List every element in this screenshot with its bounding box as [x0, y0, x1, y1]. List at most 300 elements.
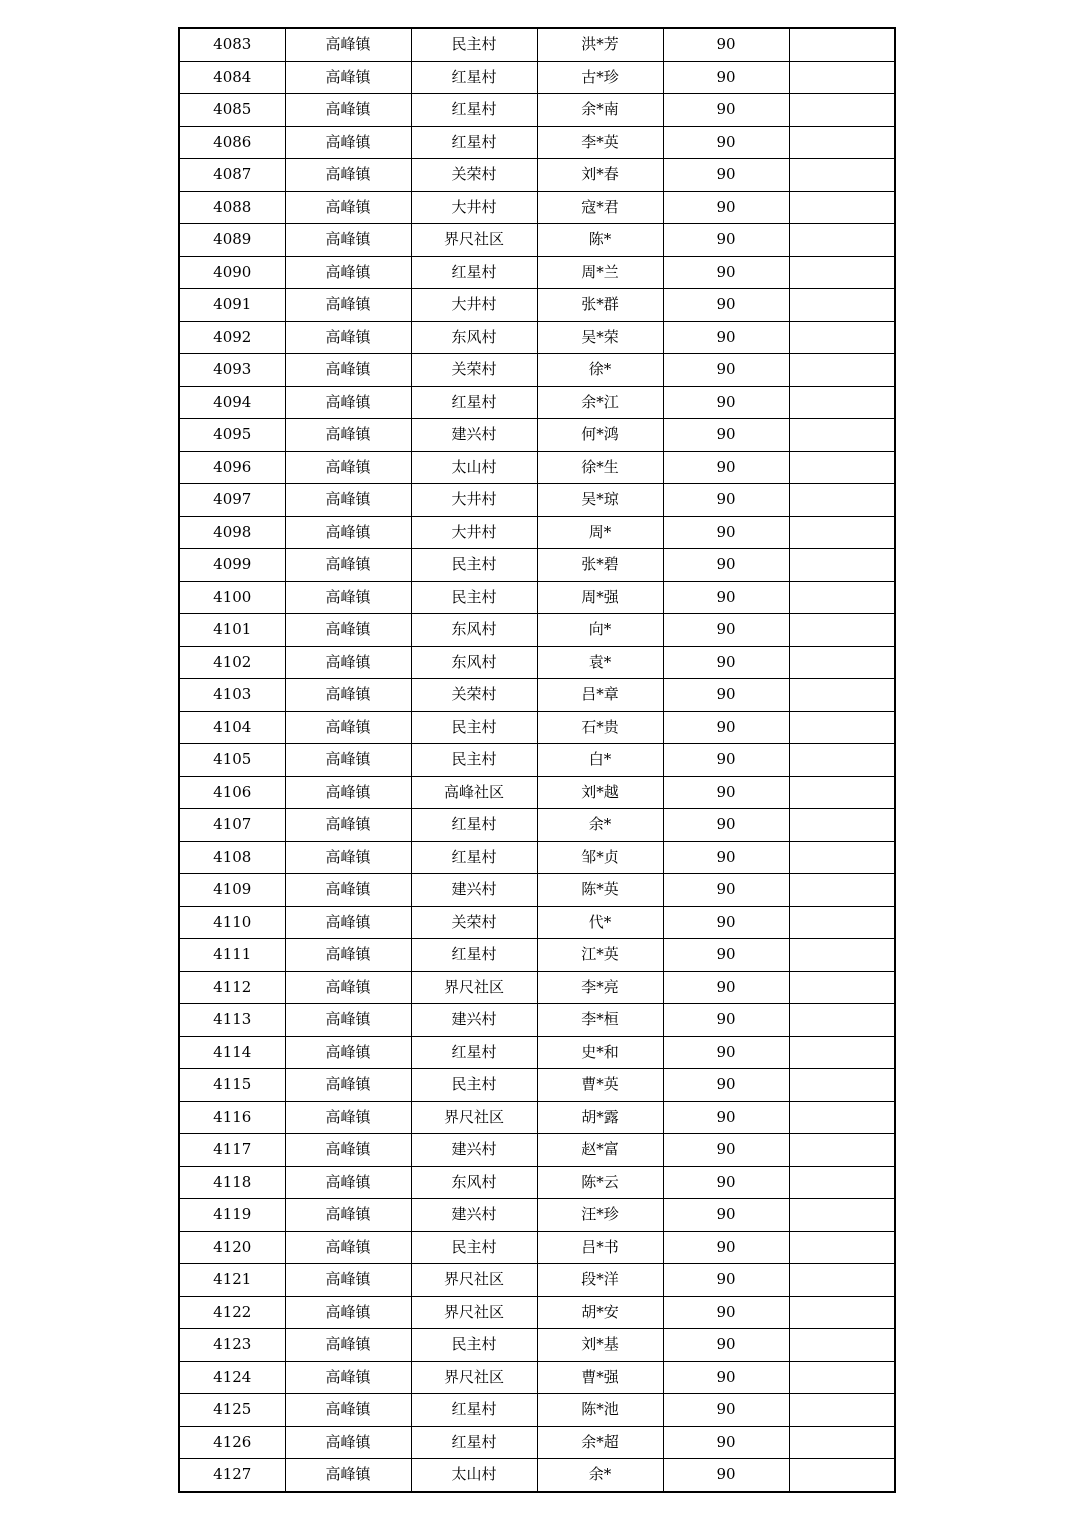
- table-row: [179, 1361, 895, 1394]
- name-cell: 余*南: [537, 94, 663, 127]
- table-row: [179, 126, 895, 159]
- table-row: [179, 776, 895, 809]
- village-cell: 东风村: [411, 321, 537, 354]
- amount-cell: 90: [663, 1166, 789, 1199]
- name-cell: 石*贵: [537, 711, 663, 744]
- note-cell: [789, 1134, 895, 1167]
- serial-number-cell: 4085: [179, 94, 285, 127]
- town-cell: 高峰镇: [285, 1426, 411, 1459]
- village-cell: 红星村: [411, 939, 537, 972]
- town-cell: 高峰镇: [285, 939, 411, 972]
- table-row: [179, 809, 895, 842]
- note-cell: [789, 711, 895, 744]
- name-cell: 刘*越: [537, 776, 663, 809]
- name-cell: 吕*章: [537, 679, 663, 712]
- serial-number-cell: 4113: [179, 1004, 285, 1037]
- serial-number-cell: 4094: [179, 386, 285, 419]
- table-row: [179, 1199, 895, 1232]
- town-cell: 高峰镇: [285, 419, 411, 452]
- note-cell: [789, 549, 895, 582]
- town-cell: 高峰镇: [285, 1329, 411, 1362]
- roster-table: [178, 27, 896, 1493]
- serial-number-cell: 4086: [179, 126, 285, 159]
- town-cell: 高峰镇: [285, 516, 411, 549]
- note-cell: [789, 159, 895, 192]
- name-cell: 胡*露: [537, 1101, 663, 1134]
- note-cell: [789, 1166, 895, 1199]
- town-cell: 高峰镇: [285, 1361, 411, 1394]
- town-cell: 高峰镇: [285, 191, 411, 224]
- amount-cell: 90: [663, 1199, 789, 1232]
- note-cell: [789, 1231, 895, 1264]
- village-cell: 关荣村: [411, 906, 537, 939]
- serial-number-cell: 4118: [179, 1166, 285, 1199]
- serial-number-cell: 4107: [179, 809, 285, 842]
- town-cell: 高峰镇: [285, 386, 411, 419]
- amount-cell: 90: [663, 646, 789, 679]
- serial-number-cell: 4112: [179, 971, 285, 1004]
- note-cell: [789, 1101, 895, 1134]
- note-cell: [789, 1394, 895, 1427]
- town-cell: 高峰镇: [285, 1199, 411, 1232]
- note-cell: [789, 289, 895, 322]
- serial-number-cell: 4099: [179, 549, 285, 582]
- table-row: [179, 906, 895, 939]
- table-row: [179, 841, 895, 874]
- town-cell: 高峰镇: [285, 1036, 411, 1069]
- town-cell: 高峰镇: [285, 679, 411, 712]
- name-cell: 白*: [537, 744, 663, 777]
- note-cell: [789, 679, 895, 712]
- serial-number-cell: 4108: [179, 841, 285, 874]
- table-row: [179, 61, 895, 94]
- village-cell: 界尺社区: [411, 1296, 537, 1329]
- amount-cell: 90: [663, 224, 789, 257]
- amount-cell: 90: [663, 451, 789, 484]
- town-cell: 高峰镇: [285, 614, 411, 647]
- serial-number-cell: 4117: [179, 1134, 285, 1167]
- note-cell: [789, 1459, 895, 1492]
- amount-cell: 90: [663, 1231, 789, 1264]
- town-cell: 高峰镇: [285, 94, 411, 127]
- village-cell: 红星村: [411, 841, 537, 874]
- name-cell: 胡*安: [537, 1296, 663, 1329]
- serial-number-cell: 4124: [179, 1361, 285, 1394]
- village-cell: 界尺社区: [411, 1361, 537, 1394]
- town-cell: 高峰镇: [285, 646, 411, 679]
- table-row: [179, 1296, 895, 1329]
- table-row: [179, 289, 895, 322]
- serial-number-cell: 4101: [179, 614, 285, 647]
- town-cell: 高峰镇: [285, 289, 411, 322]
- serial-number-cell: 4091: [179, 289, 285, 322]
- name-cell: 古*珍: [537, 61, 663, 94]
- table-row: [179, 1426, 895, 1459]
- amount-cell: 90: [663, 321, 789, 354]
- serial-number-cell: 4126: [179, 1426, 285, 1459]
- village-cell: 高峰社区: [411, 776, 537, 809]
- table-row: [179, 354, 895, 387]
- note-cell: [789, 614, 895, 647]
- town-cell: 高峰镇: [285, 159, 411, 192]
- table-row: [179, 971, 895, 1004]
- table-row: [179, 256, 895, 289]
- note-cell: [789, 971, 895, 1004]
- serial-number-cell: 4125: [179, 1394, 285, 1427]
- amount-cell: 90: [663, 1296, 789, 1329]
- village-cell: 红星村: [411, 1394, 537, 1427]
- name-cell: 邹*贞: [537, 841, 663, 874]
- name-cell: 张*群: [537, 289, 663, 322]
- note-cell: [789, 809, 895, 842]
- name-cell: 刘*春: [537, 159, 663, 192]
- town-cell: 高峰镇: [285, 971, 411, 1004]
- name-cell: 张*碧: [537, 549, 663, 582]
- amount-cell: 90: [663, 159, 789, 192]
- table-row: [179, 159, 895, 192]
- town-cell: 高峰镇: [285, 581, 411, 614]
- town-cell: 高峰镇: [285, 451, 411, 484]
- serial-number-cell: 4105: [179, 744, 285, 777]
- village-cell: 太山村: [411, 1459, 537, 1492]
- name-cell: 周*: [537, 516, 663, 549]
- village-cell: 界尺社区: [411, 1264, 537, 1297]
- amount-cell: 90: [663, 289, 789, 322]
- table-row: [179, 191, 895, 224]
- village-cell: 大井村: [411, 484, 537, 517]
- village-cell: 东风村: [411, 1166, 537, 1199]
- note-cell: [789, 1069, 895, 1102]
- amount-cell: 90: [663, 1134, 789, 1167]
- table-row: [179, 1166, 895, 1199]
- serial-number-cell: 4090: [179, 256, 285, 289]
- serial-number-cell: 4097: [179, 484, 285, 517]
- name-cell: 余*: [537, 1459, 663, 1492]
- town-cell: 高峰镇: [285, 809, 411, 842]
- amount-cell: 90: [663, 419, 789, 452]
- name-cell: 段*洋: [537, 1264, 663, 1297]
- amount-cell: 90: [663, 386, 789, 419]
- amount-cell: 90: [663, 28, 789, 61]
- town-cell: 高峰镇: [285, 906, 411, 939]
- town-cell: 高峰镇: [285, 126, 411, 159]
- table-row: [179, 1329, 895, 1362]
- town-cell: 高峰镇: [285, 1166, 411, 1199]
- table-row: [179, 484, 895, 517]
- village-cell: 东风村: [411, 646, 537, 679]
- table-row: [179, 744, 895, 777]
- village-cell: 建兴村: [411, 419, 537, 452]
- serial-number-cell: 4123: [179, 1329, 285, 1362]
- amount-cell: 90: [663, 776, 789, 809]
- amount-cell: 90: [663, 841, 789, 874]
- name-cell: 史*和: [537, 1036, 663, 1069]
- table-row: [179, 419, 895, 452]
- village-cell: 大井村: [411, 289, 537, 322]
- village-cell: 界尺社区: [411, 1101, 537, 1134]
- note-cell: [789, 1426, 895, 1459]
- name-cell: 吴*琼: [537, 484, 663, 517]
- table-row: [179, 614, 895, 647]
- village-cell: 民主村: [411, 711, 537, 744]
- village-cell: 红星村: [411, 1036, 537, 1069]
- serial-number-cell: 4095: [179, 419, 285, 452]
- name-cell: 李*桓: [537, 1004, 663, 1037]
- town-cell: 高峰镇: [285, 224, 411, 257]
- table-row: [179, 581, 895, 614]
- note-cell: [789, 94, 895, 127]
- name-cell: 陈*池: [537, 1394, 663, 1427]
- serial-number-cell: 4092: [179, 321, 285, 354]
- village-cell: 关荣村: [411, 159, 537, 192]
- town-cell: 高峰镇: [285, 549, 411, 582]
- name-cell: 曹*强: [537, 1361, 663, 1394]
- name-cell: 代*: [537, 906, 663, 939]
- note-cell: [789, 1296, 895, 1329]
- amount-cell: 90: [663, 1329, 789, 1362]
- amount-cell: 90: [663, 94, 789, 127]
- note-cell: [789, 1264, 895, 1297]
- table-row: [179, 386, 895, 419]
- amount-cell: 90: [663, 906, 789, 939]
- serial-number-cell: 4100: [179, 581, 285, 614]
- table-row: [179, 1101, 895, 1134]
- note-cell: [789, 386, 895, 419]
- table-row: [179, 1004, 895, 1037]
- amount-cell: 90: [663, 354, 789, 387]
- serial-number-cell: 4089: [179, 224, 285, 257]
- village-cell: 太山村: [411, 451, 537, 484]
- serial-number-cell: 4104: [179, 711, 285, 744]
- village-cell: 建兴村: [411, 1199, 537, 1232]
- amount-cell: 90: [663, 1036, 789, 1069]
- name-cell: 何*鸿: [537, 419, 663, 452]
- table-row: [179, 451, 895, 484]
- serial-number-cell: 4083: [179, 28, 285, 61]
- town-cell: 高峰镇: [285, 1004, 411, 1037]
- table-row: [179, 224, 895, 257]
- amount-cell: 90: [663, 61, 789, 94]
- town-cell: 高峰镇: [285, 841, 411, 874]
- town-cell: 高峰镇: [285, 354, 411, 387]
- town-cell: 高峰镇: [285, 1296, 411, 1329]
- name-cell: 陈*英: [537, 874, 663, 907]
- name-cell: 寇*君: [537, 191, 663, 224]
- table-row: [179, 1231, 895, 1264]
- serial-number-cell: 4119: [179, 1199, 285, 1232]
- amount-cell: 90: [663, 711, 789, 744]
- serial-number-cell: 4111: [179, 939, 285, 972]
- serial-number-cell: 4115: [179, 1069, 285, 1102]
- serial-number-cell: 4120: [179, 1231, 285, 1264]
- amount-cell: 90: [663, 874, 789, 907]
- amount-cell: 90: [663, 1069, 789, 1102]
- table-row: [179, 1394, 895, 1427]
- amount-cell: 90: [663, 581, 789, 614]
- table-row: [179, 94, 895, 127]
- town-cell: 高峰镇: [285, 1101, 411, 1134]
- amount-cell: 90: [663, 1264, 789, 1297]
- town-cell: 高峰镇: [285, 256, 411, 289]
- village-cell: 界尺社区: [411, 971, 537, 1004]
- note-cell: [789, 321, 895, 354]
- table-row: [179, 1459, 895, 1492]
- serial-number-cell: 4088: [179, 191, 285, 224]
- town-cell: 高峰镇: [285, 1394, 411, 1427]
- name-cell: 洪*芳: [537, 28, 663, 61]
- table-row: [179, 646, 895, 679]
- table-row: [179, 28, 895, 61]
- village-cell: 大井村: [411, 191, 537, 224]
- village-cell: 红星村: [411, 256, 537, 289]
- town-cell: 高峰镇: [285, 874, 411, 907]
- village-cell: 关荣村: [411, 679, 537, 712]
- table-row: [179, 939, 895, 972]
- table-row: [179, 549, 895, 582]
- village-cell: 民主村: [411, 744, 537, 777]
- name-cell: 袁*: [537, 646, 663, 679]
- village-cell: 红星村: [411, 61, 537, 94]
- town-cell: 高峰镇: [285, 1459, 411, 1492]
- name-cell: 向*: [537, 614, 663, 647]
- name-cell: 徐*生: [537, 451, 663, 484]
- serial-number-cell: 4106: [179, 776, 285, 809]
- village-cell: 民主村: [411, 1069, 537, 1102]
- note-cell: [789, 61, 895, 94]
- town-cell: 高峰镇: [285, 1231, 411, 1264]
- town-cell: 高峰镇: [285, 776, 411, 809]
- note-cell: [789, 126, 895, 159]
- amount-cell: 90: [663, 1394, 789, 1427]
- serial-number-cell: 4114: [179, 1036, 285, 1069]
- note-cell: [789, 1004, 895, 1037]
- table-row: [179, 321, 895, 354]
- table-row: [179, 874, 895, 907]
- note-cell: [789, 1036, 895, 1069]
- amount-cell: 90: [663, 939, 789, 972]
- village-cell: 界尺社区: [411, 224, 537, 257]
- note-cell: [789, 874, 895, 907]
- village-cell: 红星村: [411, 386, 537, 419]
- serial-number-cell: 4109: [179, 874, 285, 907]
- note-cell: [789, 354, 895, 387]
- name-cell: 陈*云: [537, 1166, 663, 1199]
- serial-number-cell: 4116: [179, 1101, 285, 1134]
- village-cell: 红星村: [411, 809, 537, 842]
- town-cell: 高峰镇: [285, 1264, 411, 1297]
- serial-number-cell: 4102: [179, 646, 285, 679]
- town-cell: 高峰镇: [285, 61, 411, 94]
- table-row: [179, 679, 895, 712]
- note-cell: [789, 939, 895, 972]
- village-cell: 关荣村: [411, 354, 537, 387]
- serial-number-cell: 4084: [179, 61, 285, 94]
- village-cell: 东风村: [411, 614, 537, 647]
- serial-number-cell: 4122: [179, 1296, 285, 1329]
- village-cell: 民主村: [411, 28, 537, 61]
- name-cell: 赵*富: [537, 1134, 663, 1167]
- town-cell: 高峰镇: [285, 711, 411, 744]
- name-cell: 汪*珍: [537, 1199, 663, 1232]
- amount-cell: 90: [663, 256, 789, 289]
- serial-number-cell: 4103: [179, 679, 285, 712]
- town-cell: 高峰镇: [285, 484, 411, 517]
- village-cell: 大井村: [411, 516, 537, 549]
- village-cell: 红星村: [411, 1426, 537, 1459]
- note-cell: [789, 906, 895, 939]
- note-cell: [789, 224, 895, 257]
- village-cell: 建兴村: [411, 1004, 537, 1037]
- village-cell: 建兴村: [411, 874, 537, 907]
- name-cell: 周*兰: [537, 256, 663, 289]
- name-cell: 李*英: [537, 126, 663, 159]
- name-cell: 余*江: [537, 386, 663, 419]
- amount-cell: 90: [663, 191, 789, 224]
- note-cell: [789, 516, 895, 549]
- amount-cell: 90: [663, 1426, 789, 1459]
- note-cell: [789, 744, 895, 777]
- village-cell: 红星村: [411, 94, 537, 127]
- town-cell: 高峰镇: [285, 744, 411, 777]
- table-row: [179, 1134, 895, 1167]
- note-cell: [789, 1199, 895, 1232]
- name-cell: 刘*基: [537, 1329, 663, 1362]
- amount-cell: 90: [663, 1004, 789, 1037]
- note-cell: [789, 28, 895, 61]
- serial-number-cell: 4098: [179, 516, 285, 549]
- note-cell: [789, 581, 895, 614]
- table-row: [179, 1264, 895, 1297]
- name-cell: 周*强: [537, 581, 663, 614]
- name-cell: 余*超: [537, 1426, 663, 1459]
- amount-cell: 90: [663, 971, 789, 1004]
- note-cell: [789, 191, 895, 224]
- serial-number-cell: 4096: [179, 451, 285, 484]
- town-cell: 高峰镇: [285, 1069, 411, 1102]
- amount-cell: 90: [663, 1459, 789, 1492]
- serial-number-cell: 4121: [179, 1264, 285, 1297]
- name-cell: 曹*英: [537, 1069, 663, 1102]
- table-row: [179, 711, 895, 744]
- note-cell: [789, 776, 895, 809]
- serial-number-cell: 4127: [179, 1459, 285, 1492]
- name-cell: 吴*荣: [537, 321, 663, 354]
- town-cell: 高峰镇: [285, 28, 411, 61]
- note-cell: [789, 841, 895, 874]
- name-cell: 陈*: [537, 224, 663, 257]
- table-row: [179, 516, 895, 549]
- name-cell: 吕*书: [537, 1231, 663, 1264]
- amount-cell: 90: [663, 516, 789, 549]
- village-cell: 建兴村: [411, 1134, 537, 1167]
- note-cell: [789, 1361, 895, 1394]
- note-cell: [789, 451, 895, 484]
- serial-number-cell: 4087: [179, 159, 285, 192]
- amount-cell: 90: [663, 614, 789, 647]
- village-cell: 红星村: [411, 126, 537, 159]
- amount-cell: 90: [663, 744, 789, 777]
- note-cell: [789, 256, 895, 289]
- amount-cell: 90: [663, 1101, 789, 1134]
- village-cell: 民主村: [411, 581, 537, 614]
- amount-cell: 90: [663, 1361, 789, 1394]
- amount-cell: 90: [663, 549, 789, 582]
- table-row: [179, 1069, 895, 1102]
- amount-cell: 90: [663, 126, 789, 159]
- village-cell: 民主村: [411, 1231, 537, 1264]
- amount-cell: 90: [663, 484, 789, 517]
- table-row: [179, 1036, 895, 1069]
